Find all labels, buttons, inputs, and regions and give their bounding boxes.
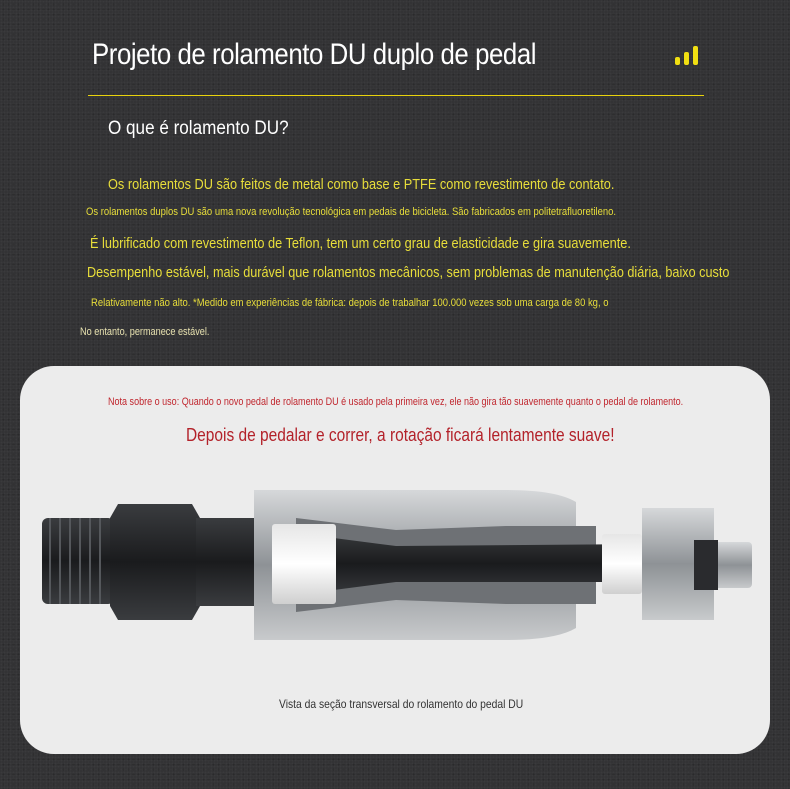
card-headline: Depois de pedalar e correr, a rotação ficará lentamente suave!	[186, 425, 615, 445]
description-line: Os rolamentos duplos DU são uma nova revolução tecnológica em pedais de bicicleta. São fabricados em politetrafluoretileno.	[86, 206, 617, 218]
description-line: Desempenho estável, mais durável que rolamentos mecânicos, sem problemas de manutenção diária, baixo custo	[87, 265, 730, 281]
description-line: Os rolamentos DU são feitos de metal como base e PTFE como revestimento de contato.	[108, 177, 615, 193]
bearing-cross-section-image	[36, 478, 760, 658]
usage-note: Nota sobre o uso: Quando o novo pedal de rolamento DU é usado pela primeira vez, ele não gira tão suavemente quanto o pedal de rolamento.	[108, 396, 684, 408]
signal-bars-icon	[675, 45, 701, 65]
description-line: É lubrificado com revestimento de Teflon, tem um certo grau de elasticidade e gira suavemente.	[90, 236, 631, 252]
title-divider	[88, 95, 704, 96]
description-line: No entanto, permanece estável.	[80, 326, 210, 338]
section-subtitle: O que é rolamento DU?	[108, 118, 289, 139]
description-line: Relativamente não alto. *Medido em experiências de fábrica: depois de trabalhar 100.000 vezes sob uma carga de 80 kg, o	[91, 297, 609, 309]
image-caption: Vista da seção transversal do rolamento do pedal DU	[279, 697, 524, 711]
page-title: Projeto de rolamento DU duplo de pedal	[92, 38, 537, 71]
